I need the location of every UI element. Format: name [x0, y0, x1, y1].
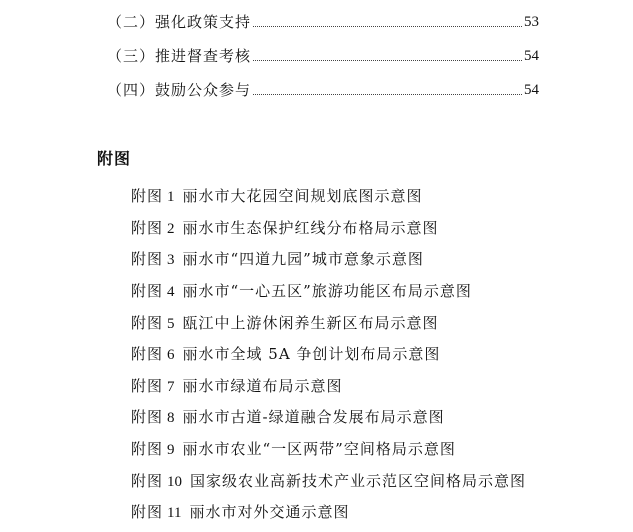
toc-dot-leader [253, 94, 522, 95]
figure-number: 附图 2 [131, 218, 175, 237]
appendix-figure-item[interactable] [131, 306, 526, 338]
figure-title: 瓯江中上游休闲养生新区布局示意图 [182, 313, 439, 332]
appendix-figure-item[interactable] [131, 275, 526, 307]
figure-title: 丽水市绿道布局示意图 [182, 376, 343, 395]
toc-entry-title: （二）强化政策支持 [107, 13, 252, 31]
appendix-figure-item[interactable] [131, 496, 526, 528]
figure-number: 附图 3 [131, 250, 175, 269]
figure-title: 国家级农业高新技术产业示范区空间格局示意图 [190, 471, 527, 490]
toc-entry-page: 53 [524, 14, 539, 30]
appendix-figure-item[interactable] [131, 243, 526, 275]
figure-number: 附图 10 [131, 471, 183, 490]
appendix-figure-item[interactable] [131, 212, 526, 244]
figure-number: 附图 9 [131, 440, 175, 459]
toc-entry[interactable] [107, 44, 539, 66]
figure-title: 丽水市对外交通示意图 [189, 503, 350, 522]
appendix-figure-list [131, 180, 526, 528]
figure-number: 附图 11 [131, 503, 182, 522]
figure-title: 丽水市全域 5A 争创计划布局示意图 [182, 345, 441, 364]
toc-entry-title: （四）鼓励公众参与 [107, 81, 252, 99]
toc-entry-page: 54 [524, 48, 539, 64]
figure-title: 丽水市农业“一区两带”空间格局示意图 [182, 440, 456, 459]
appendix-figure-item[interactable] [131, 338, 526, 370]
toc-entry-page: 54 [524, 82, 539, 98]
figure-number: 附图 7 [131, 376, 175, 395]
figure-number: 附图 4 [131, 282, 175, 301]
toc-entry[interactable] [107, 78, 539, 100]
appendix-figure-item[interactable] [131, 433, 526, 465]
toc-dot-leader [253, 26, 522, 27]
figure-title: 丽水市大花园空间规划底图示意图 [182, 187, 423, 206]
appendix-figure-item[interactable] [131, 464, 526, 496]
toc-entry-title: （三）推进督查考核 [107, 47, 252, 65]
appendix-figure-item[interactable] [131, 401, 526, 433]
toc-dot-leader [253, 60, 522, 61]
figure-number: 附图 8 [131, 408, 175, 427]
figure-title: 丽水市“一心五区”旅游功能区布局示意图 [182, 282, 472, 301]
figure-title: 丽水市生态保护红线分布格局示意图 [182, 218, 439, 237]
appendix-figure-item[interactable] [131, 180, 526, 212]
figure-number: 附图 1 [131, 187, 175, 206]
figure-number: 附图 5 [131, 313, 175, 332]
appendix-figure-item[interactable] [131, 370, 526, 402]
figure-number: 附图 6 [131, 345, 175, 364]
toc-entry[interactable] [107, 10, 539, 32]
figure-title: 丽水市古道-绿道融合发展布局示意图 [182, 408, 445, 427]
appendix-heading: 附图 [97, 149, 132, 168]
figure-title: 丽水市“四道九园”城市意象示意图 [182, 250, 424, 269]
